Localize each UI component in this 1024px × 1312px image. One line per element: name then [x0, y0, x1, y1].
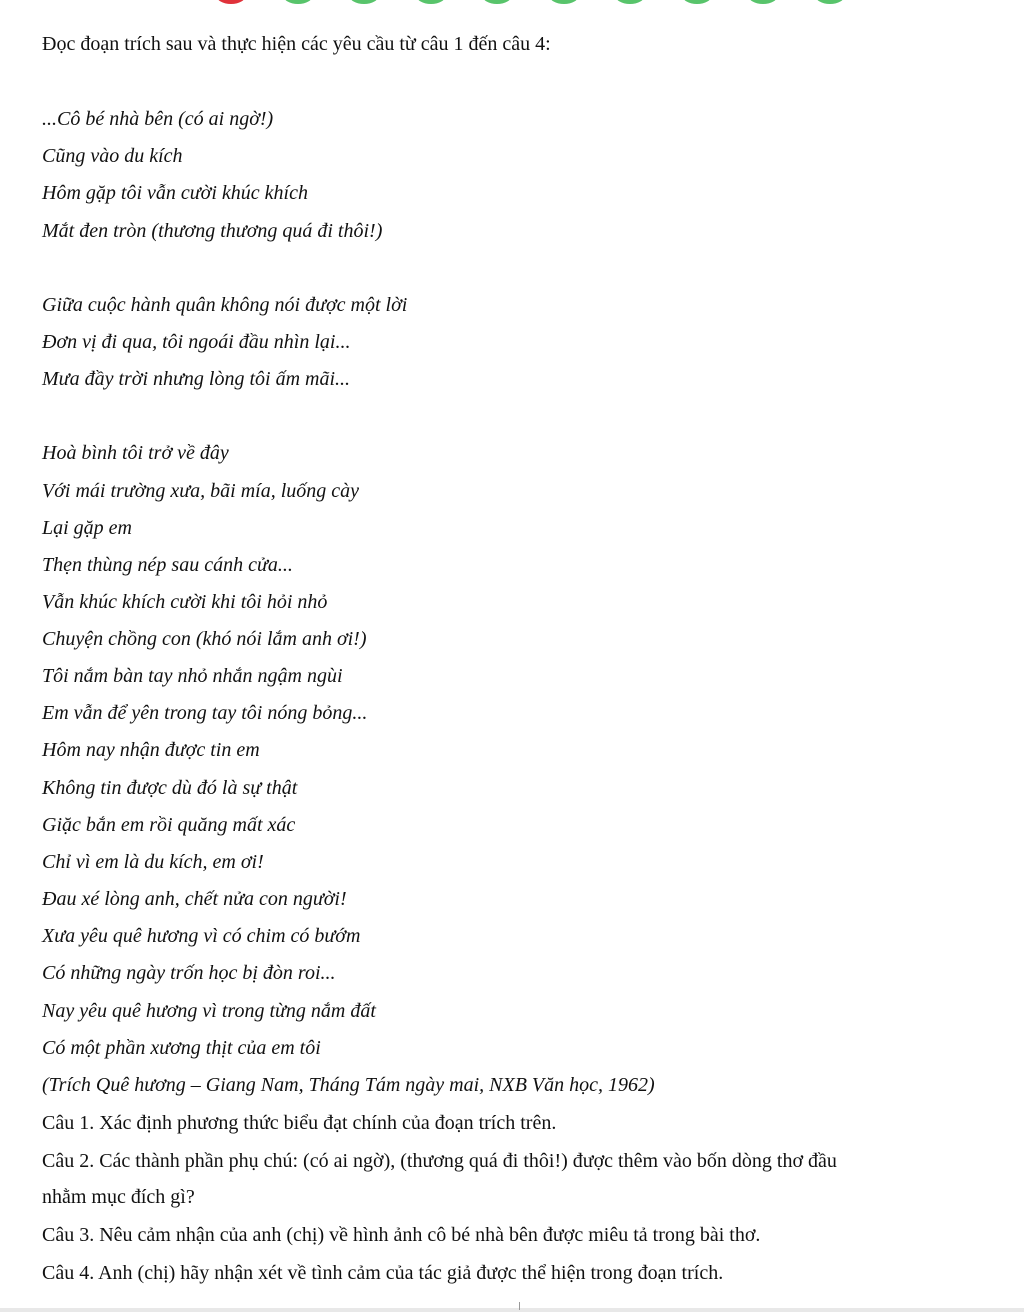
poem-line: Hôm nay nhận được tin em — [42, 739, 260, 761]
progress-dot-5[interactable] — [482, 0, 512, 4]
poem-line: Chuyện chồng con (khó nói lắm anh ơi!) — [42, 628, 367, 650]
progress-dot-9[interactable] — [748, 0, 778, 4]
progress-dot-4[interactable] — [416, 0, 446, 4]
poem-line: ...Cô bé nhà bên (có ai ngờ!) — [42, 108, 274, 130]
poem-line: Cũng vào du kích — [42, 145, 183, 167]
poem-line: Xưa yêu quê hương vì có chim có bướm — [42, 925, 361, 947]
progress-dot-10[interactable] — [815, 0, 845, 4]
question-4: Câu 4. Anh (chị) hãy nhận xét về tình cảm của tác giả được thể hiện trong đoạn trích. — [42, 1262, 724, 1284]
progress-dot-6[interactable] — [549, 0, 579, 4]
progress-dot-7[interactable] — [615, 0, 645, 4]
poem-line: Tôi nắm bàn tay nhỏ nhắn ngậm ngùi — [42, 665, 343, 687]
poem-line: Có những ngày trốn học bị đòn roi... — [42, 962, 336, 984]
poem-line: Mưa đầy trời nhưng lòng tôi ấm mãi... — [42, 368, 351, 390]
poem-line: Vẫn khúc khích cười khi tôi hỏi nhỏ — [42, 591, 328, 613]
poem-line: Giặc bắn em rồi quăng mất xác — [42, 814, 296, 836]
bottom-divider — [0, 1308, 1024, 1312]
poem-line: Với mái trường xưa, bãi mía, luống cày — [42, 480, 360, 502]
progress-dot-2[interactable] — [283, 0, 313, 4]
poem-line: Giữa cuộc hành quân không nói được một lời — [42, 294, 408, 316]
poem-line: Em vẫn để yên trong tay tôi nóng bỏng... — [42, 702, 368, 724]
instruction-heading: Đọc đoạn trích sau và thực hiện các yêu cầu từ câu 1 đến câu 4: — [42, 33, 551, 55]
question-1: Câu 1. Xác định phương thức biểu đạt chính của đoạn trích trên. — [42, 1112, 557, 1134]
page-break-marker — [519, 1302, 520, 1310]
progress-dot-1[interactable] — [216, 0, 246, 4]
poem-line: Hoà bình tôi trở về đây — [42, 442, 229, 464]
poem-line: Đau xé lòng anh, chết nửa con người! — [42, 888, 347, 910]
poem-line: Không tin được dù đó là sự thật — [42, 777, 298, 799]
poem-line: Đơn vị đi qua, tôi ngoái đầu nhìn lại... — [42, 331, 351, 353]
question-3: Câu 3. Nêu cảm nhận của anh (chị) về hình ảnh cô bé nhà bên được miêu tả trong bài thơ. — [42, 1224, 761, 1246]
poem-line: Có một phần xương thịt của em tôi — [42, 1037, 321, 1059]
progress-indicator-strip — [0, 0, 1024, 22]
poem-line: Lại gặp em — [42, 517, 132, 539]
poem-line: Mắt đen tròn (thương thương quá đi thôi!) — [42, 220, 383, 242]
progress-dot-8[interactable] — [682, 0, 712, 4]
poem-line: Nay yêu quê hương vì trong từng nắm đất — [42, 1000, 376, 1022]
progress-dot-3[interactable] — [349, 0, 379, 4]
poem-line: Chỉ vì em là du kích, em ơi! — [42, 851, 264, 873]
poem-line: Hôm gặp tôi vẫn cười khúc khích — [42, 182, 308, 204]
citation: (Trích Quê hương – Giang Nam, Tháng Tám ngày mai, NXB Văn học, 1962) — [42, 1074, 655, 1096]
poem-line: Thẹn thùng nép sau cánh cửa... — [42, 554, 293, 576]
question-2-line-1: Câu 2. Các thành phần phụ chú: (có ai ngờ), (thương quá đi thôi!) được thêm vào bốn dòng thơ đầu — [42, 1150, 837, 1172]
question-2-line-2: nhằm mục đích gì? — [42, 1186, 195, 1208]
